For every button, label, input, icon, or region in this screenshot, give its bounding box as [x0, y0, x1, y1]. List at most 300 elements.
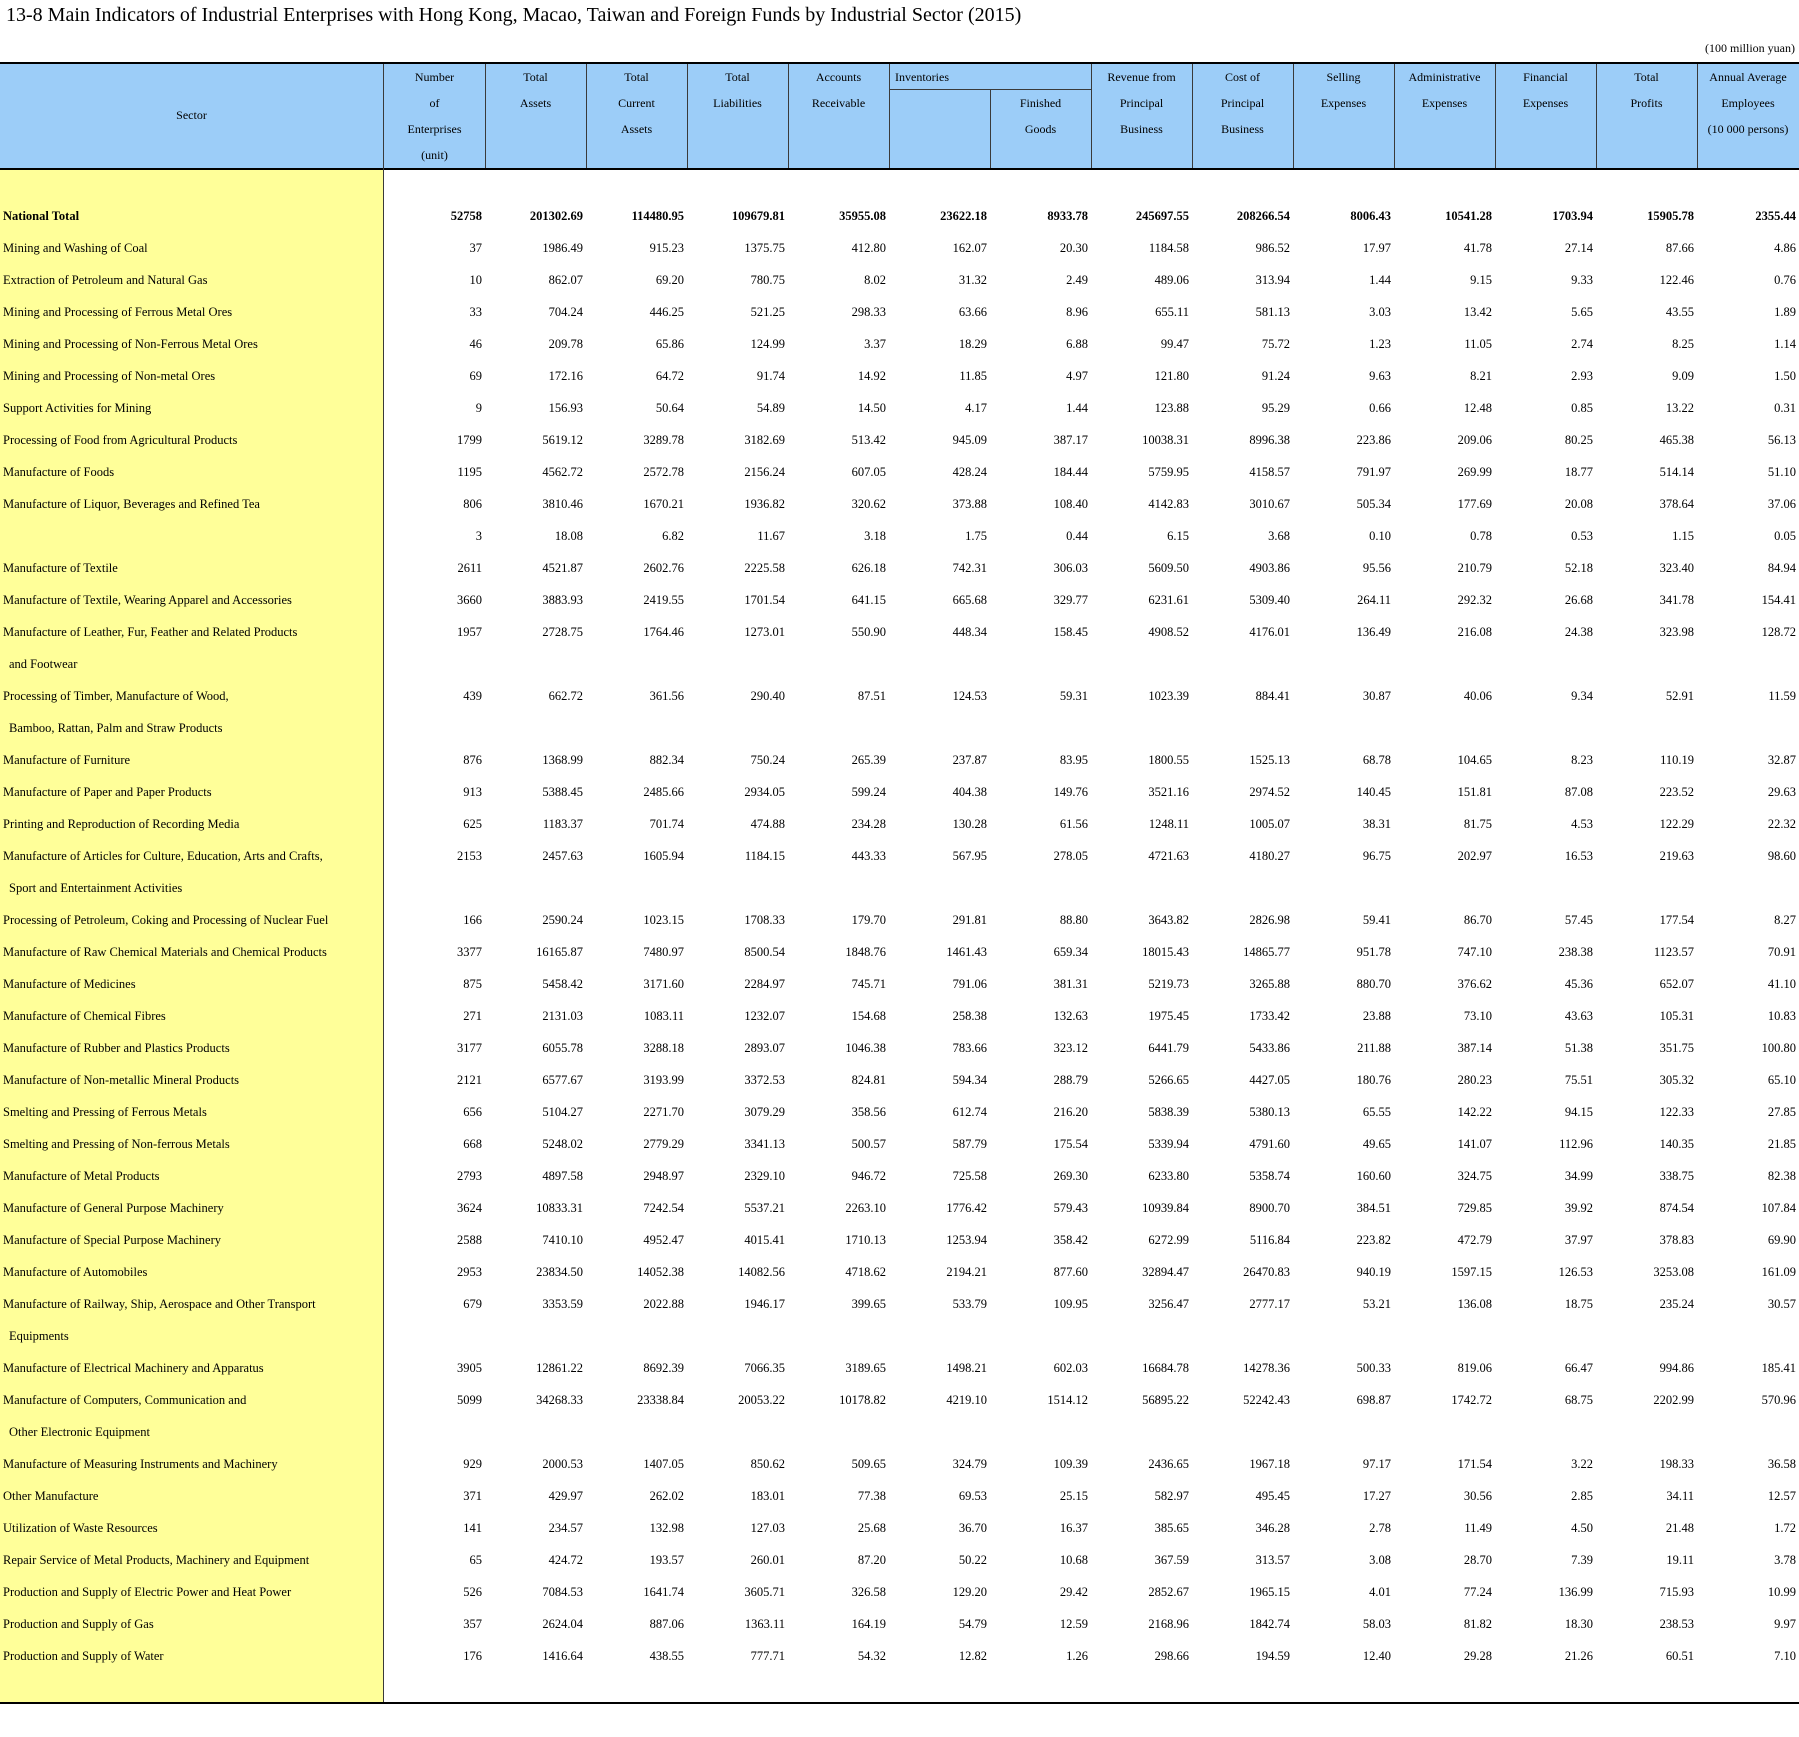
cell-value: 2.49: [1066, 273, 1088, 287]
cell-value: 986.52: [1255, 241, 1290, 255]
cell-value: 41.10: [1767, 977, 1796, 991]
cell-value: 162.07: [952, 241, 987, 255]
cell-value: 5104.27: [542, 1105, 583, 1119]
cell-value: 109.39: [1053, 1457, 1088, 1471]
cell-value: 387.14: [1457, 1041, 1492, 1055]
cell-value: 28.70: [1463, 1553, 1492, 1567]
cell-value: 223.86: [1356, 433, 1391, 447]
table-row: [0, 296, 1799, 328]
cell-value: 940.19: [1356, 1265, 1391, 1279]
header-total-assets: Total Assets: [519, 70, 552, 110]
cell-value: 18.30: [1564, 1617, 1593, 1631]
cell-value: 11.49: [1464, 1521, 1492, 1535]
cell-value: 258.38: [952, 1009, 987, 1023]
cell-value: 109679.81: [731, 209, 785, 223]
cell-value: 30.57: [1767, 1297, 1796, 1311]
cell-value: 4903.86: [1249, 561, 1290, 575]
table-row: [0, 1224, 1799, 1256]
cell-value: 122.46: [1659, 273, 1694, 287]
cell-value: 183.01: [750, 1489, 785, 1503]
table-row: [0, 872, 1799, 904]
sector-label: Manufacture of Textile: [3, 561, 118, 575]
cell-value: 288.79: [1053, 1073, 1088, 1087]
cell-value: 23622.18: [940, 209, 987, 223]
cell-value: 9.34: [1571, 689, 1593, 703]
table-row: [0, 1320, 1799, 1352]
table-row: [0, 1640, 1799, 1672]
cell-value: 3010.67: [1249, 497, 1290, 511]
table-row: [0, 264, 1799, 296]
cell-value: 3353.59: [542, 1297, 583, 1311]
cell-value: 668: [463, 1137, 482, 1151]
cell-value: 5838.39: [1148, 1105, 1189, 1119]
cell-value: 850.62: [750, 1457, 785, 1471]
cell-value: 0.10: [1369, 529, 1391, 543]
cell-value: 6.88: [1066, 337, 1088, 351]
cell-value: 1498.21: [946, 1361, 987, 1375]
cell-value: 9.63: [1369, 369, 1391, 383]
cell-value: 9.09: [1672, 369, 1694, 383]
cell-value: 34268.33: [536, 1393, 583, 1407]
cell-value: 126.53: [1558, 1265, 1593, 1279]
cell-value: 69: [469, 369, 482, 383]
cell-value: 265.39: [851, 753, 886, 767]
cell-value: 656: [463, 1105, 482, 1119]
table-row: [0, 648, 1799, 680]
table-row: [0, 520, 1799, 552]
cell-value: 17.97: [1362, 241, 1391, 255]
cell-value: 5339.94: [1148, 1137, 1189, 1151]
cell-value: 438.55: [649, 1649, 684, 1663]
cell-value: 3521.16: [1148, 785, 1189, 799]
cell-value: 4.50: [1571, 1521, 1593, 1535]
sector-label: Processing of Petroleum, Coking and Processing of Nuclear Fuel: [3, 913, 329, 927]
sector-label: Processing of Food from Agricultural Products: [3, 433, 238, 447]
cell-value: 40.06: [1463, 689, 1492, 703]
cell-value: 3182.69: [744, 433, 785, 447]
cell-value: 1986.49: [542, 241, 583, 255]
cell-value: 3189.65: [845, 1361, 886, 1375]
cell-value: 791.06: [952, 977, 987, 991]
cell-value: 1184.58: [1148, 241, 1189, 255]
cell-value: 323.12: [1053, 1041, 1088, 1055]
cell-value: 149.76: [1053, 785, 1088, 799]
cell-value: 180.76: [1356, 1073, 1391, 1087]
cell-value: 876: [463, 753, 482, 767]
sector-label: Equipments: [9, 1329, 69, 1343]
cell-value: 10.68: [1059, 1553, 1088, 1567]
cell-value: 4562.72: [542, 465, 583, 479]
cell-value: 1848.76: [845, 945, 886, 959]
header-number-of-enterprises: Number of Enterprises (unit): [407, 70, 462, 162]
cell-value: 50.22: [958, 1553, 987, 1567]
cell-value: 193.57: [649, 1553, 684, 1567]
cell-value: 665.68: [952, 593, 987, 607]
cell-value: 1.72: [1774, 1521, 1796, 1535]
sector-label: Manufacture of Metal Products: [3, 1169, 160, 1183]
cell-value: 612.74: [952, 1105, 987, 1119]
cell-value: 1375.75: [744, 241, 785, 255]
sector-label: Mining and Processing of Non-metal Ores: [3, 369, 216, 383]
cell-value: 2263.10: [845, 1201, 886, 1215]
table-row: [0, 1416, 1799, 1448]
cell-value: 177.54: [1659, 913, 1694, 927]
cell-value: 68.75: [1564, 1393, 1593, 1407]
cell-value: 97.17: [1362, 1457, 1391, 1471]
sector-label: Repair Service of Metal Products, Machinery and Equipment: [3, 1553, 310, 1567]
cell-value: 52242.43: [1243, 1393, 1290, 1407]
cell-value: 75.72: [1261, 337, 1290, 351]
cell-value: 1083.11: [643, 1009, 684, 1023]
cell-value: 15905.78: [1647, 209, 1694, 223]
cell-value: 43.55: [1665, 305, 1694, 319]
cell-value: 156.93: [548, 401, 583, 415]
cell-value: 18.75: [1564, 1297, 1593, 1311]
cell-value: 45.36: [1564, 977, 1593, 991]
cell-value: 43.63: [1564, 1009, 1593, 1023]
cell-value: 23834.50: [536, 1265, 583, 1279]
cell-value: 4718.62: [845, 1265, 886, 1279]
header-column-divider: [1697, 64, 1698, 168]
cell-value: 56.13: [1767, 433, 1796, 447]
cell-value: 87.20: [857, 1553, 886, 1567]
cell-value: 2893.07: [744, 1041, 785, 1055]
cell-value: 3253.08: [1653, 1265, 1694, 1279]
cell-value: 6441.79: [1148, 1041, 1189, 1055]
cell-value: 2852.67: [1148, 1585, 1189, 1599]
cell-value: 946.72: [851, 1169, 886, 1183]
cell-value: 6231.61: [1148, 593, 1189, 607]
table-row: [0, 1192, 1799, 1224]
cell-value: 17.27: [1362, 1489, 1391, 1503]
table-row: [0, 680, 1799, 712]
cell-value: 5759.95: [1148, 465, 1189, 479]
cell-value: 824.81: [851, 1073, 886, 1087]
cell-value: 100.80: [1761, 1041, 1796, 1055]
cell-value: 56895.22: [1142, 1393, 1189, 1407]
sector-label: Manufacture of Medicines: [3, 977, 136, 991]
cell-value: 1710.13: [845, 1233, 886, 1247]
sector-label: Printing and Reproduction of Recording Media: [3, 817, 240, 831]
header-administrative-expenses: Administrative Expenses: [1408, 70, 1481, 110]
cell-value: 20.30: [1059, 241, 1088, 255]
header-column-divider: [1394, 64, 1395, 168]
cell-value: 14.50: [857, 401, 886, 415]
sector-label: Sport and Entertainment Activities: [9, 881, 183, 895]
cell-value: 2485.66: [643, 785, 684, 799]
cell-value: 448.34: [952, 625, 987, 639]
cell-value: 18.77: [1564, 465, 1593, 479]
cell-value: 54.32: [857, 1649, 886, 1663]
cell-value: 526: [463, 1585, 482, 1599]
cell-value: 0.66: [1369, 401, 1391, 415]
cell-value: 14278.36: [1243, 1361, 1290, 1375]
cell-value: 1184.15: [744, 849, 785, 863]
cell-value: 4908.52: [1148, 625, 1189, 639]
cell-value: 65.86: [655, 337, 684, 351]
cell-value: 945.09: [952, 433, 987, 447]
header-cost-principal-business: Cost of Principal Business: [1220, 70, 1265, 136]
cell-value: 223.82: [1356, 1233, 1391, 1247]
cell-value: 211.88: [1357, 1041, 1391, 1055]
cell-value: 412.80: [851, 241, 886, 255]
cell-value: 3.78: [1774, 1553, 1796, 1567]
sector-label: Smelting and Pressing of Non-ferrous Metals: [3, 1137, 230, 1151]
cell-value: 52.91: [1665, 689, 1694, 703]
cell-value: 2436.65: [1148, 1457, 1189, 1471]
table-row: [0, 1000, 1799, 1032]
cell-value: 4.01: [1369, 1585, 1391, 1599]
cell-value: 324.75: [1457, 1169, 1492, 1183]
cell-value: 2.78: [1369, 1521, 1391, 1535]
cell-value: 142.22: [1457, 1105, 1492, 1119]
cell-value: 84.94: [1767, 561, 1796, 575]
cell-value: 1842.74: [1249, 1617, 1290, 1631]
cell-value: 1514.12: [1047, 1393, 1088, 1407]
table-title: 13-8 Main Indicators of Industrial Enterprises with Hong Kong, Macao, Taiwan and Foreign Funds by Industrial Sector (2015): [6, 4, 1022, 26]
cell-value: 819.06: [1457, 1361, 1492, 1375]
cell-value: 10.99: [1767, 1585, 1796, 1599]
cell-value: 5309.40: [1249, 593, 1290, 607]
cell-value: 24.38: [1564, 625, 1593, 639]
cell-value: 130.28: [952, 817, 987, 831]
header-column-divider: [990, 90, 991, 168]
statistics-table: [0, 62, 1799, 1703]
cell-value: 161.09: [1761, 1265, 1796, 1279]
cell-value: 2022.88: [643, 1297, 684, 1311]
cell-value: 514.14: [1659, 465, 1694, 479]
cell-value: 862.07: [548, 273, 583, 287]
cell-value: 1046.38: [845, 1041, 886, 1055]
sector-label: Manufacture of Textile, Wearing Apparel and Accessories: [3, 593, 292, 607]
cell-value: 8500.54: [744, 945, 785, 959]
cell-value: 3.68: [1268, 529, 1290, 543]
cell-value: 5619.12: [542, 433, 583, 447]
cell-value: 625: [463, 817, 482, 831]
cell-value: 216.08: [1457, 625, 1492, 639]
cell-value: 1800.55: [1148, 753, 1189, 767]
cell-value: 107.84: [1761, 1201, 1796, 1215]
cell-value: 1.23: [1369, 337, 1391, 351]
cell-value: 98.60: [1767, 849, 1796, 863]
cell-value: 21.26: [1564, 1649, 1593, 1663]
cell-value: 14082.56: [738, 1265, 785, 1279]
cell-value: 57.45: [1564, 913, 1593, 927]
header-column-divider: [1495, 64, 1496, 168]
cell-value: 780.75: [750, 273, 785, 287]
cell-value: 655.11: [1155, 305, 1189, 319]
sector-label: Manufacture of Automobiles: [3, 1265, 148, 1279]
cell-value: 9.97: [1774, 1617, 1796, 1631]
cell-value: 428.24: [952, 465, 987, 479]
cell-value: 7410.10: [542, 1233, 583, 1247]
sector-label: Other Electronic Equipment: [9, 1425, 150, 1439]
table-row: [0, 1608, 1799, 1640]
sector-label: Manufacture of Non-metallic Mineral Products: [3, 1073, 240, 1087]
cell-value: 1363.11: [744, 1617, 785, 1631]
cell-value: 179.70: [851, 913, 886, 927]
cell-value: 52758: [450, 209, 482, 223]
cell-value: 550.90: [851, 625, 886, 639]
cell-value: 1776.42: [946, 1201, 987, 1215]
cell-value: 2974.52: [1249, 785, 1290, 799]
cell-value: 3.37: [864, 337, 886, 351]
cell-value: 82.38: [1767, 1169, 1796, 1183]
cell-value: 109.95: [1053, 1297, 1088, 1311]
cell-value: 194.59: [1255, 1649, 1290, 1663]
cell-value: 884.41: [1255, 689, 1290, 703]
cell-value: 5358.74: [1249, 1169, 1290, 1183]
cell-value: 2156.24: [744, 465, 785, 479]
header-column-divider: [788, 64, 789, 168]
cell-value: 2728.75: [542, 625, 583, 639]
cell-value: 10833.31: [536, 1201, 583, 1215]
table-row: [0, 808, 1799, 840]
cell-value: 83.95: [1059, 753, 1088, 767]
sector-label: and Footwear: [9, 657, 78, 671]
cell-value: 679: [463, 1297, 482, 1311]
cell-value: 2779.29: [643, 1137, 684, 1151]
cell-value: 875: [463, 977, 482, 991]
cell-value: 2793: [457, 1169, 482, 1183]
cell-value: 9.15: [1470, 273, 1492, 287]
cell-value: 46: [469, 337, 482, 351]
cell-value: 3372.53: [744, 1073, 785, 1087]
table-row: [0, 1032, 1799, 1064]
cell-value: 387.17: [1053, 433, 1088, 447]
cell-value: 3: [475, 529, 482, 543]
cell-value: 701.74: [649, 817, 684, 831]
cell-value: 495.45: [1255, 1489, 1290, 1503]
cell-value: 1273.01: [744, 625, 785, 639]
cell-value: 245697.55: [1135, 209, 1189, 223]
cell-value: 52.18: [1564, 561, 1593, 575]
table-row: [0, 1096, 1799, 1128]
cell-value: 2948.97: [643, 1169, 684, 1183]
table-row: [0, 1064, 1799, 1096]
cell-value: 154.41: [1761, 593, 1796, 607]
cell-value: 1525.13: [1249, 753, 1290, 767]
cell-value: 5266.65: [1148, 1073, 1189, 1087]
cell-value: 305.32: [1659, 1073, 1694, 1087]
cell-value: 91.24: [1261, 369, 1290, 383]
cell-value: 70.91: [1767, 945, 1796, 959]
cell-value: 4015.41: [744, 1233, 785, 1247]
cell-value: 1967.18: [1249, 1457, 1290, 1471]
cell-value: 323.98: [1659, 625, 1694, 639]
cell-value: 14052.38: [637, 1265, 684, 1279]
cell-value: 0.76: [1774, 273, 1796, 287]
cell-value: 2202.99: [1653, 1393, 1694, 1407]
cell-value: 6.15: [1167, 529, 1189, 543]
cell-value: 579.43: [1053, 1201, 1088, 1215]
cell-value: 594.34: [952, 1073, 987, 1087]
cell-value: 443.33: [851, 849, 886, 863]
cell-value: 404.38: [952, 785, 987, 799]
cell-value: 8.27: [1774, 913, 1796, 927]
cell-value: 210.79: [1457, 561, 1492, 575]
cell-value: 587.79: [952, 1137, 987, 1151]
cell-value: 114480.95: [631, 209, 684, 223]
cell-value: 264.11: [1357, 593, 1391, 607]
header-sector: Sector: [176, 108, 207, 122]
cell-value: 877.60: [1053, 1265, 1088, 1279]
cell-value: 171.54: [1457, 1457, 1492, 1471]
cell-value: 65.55: [1362, 1105, 1391, 1119]
cell-value: 1.89: [1774, 305, 1796, 319]
cell-value: 298.66: [1154, 1649, 1189, 1663]
header-total-profits: Total Profits: [1630, 70, 1663, 110]
cell-value: 424.72: [548, 1553, 583, 1567]
cell-value: 505.34: [1356, 497, 1391, 511]
cell-value: 1975.45: [1148, 1009, 1189, 1023]
cell-value: 2602.76: [643, 561, 684, 575]
cell-value: 160.60: [1356, 1169, 1391, 1183]
cell-value: 23338.84: [637, 1393, 684, 1407]
cell-value: 32894.47: [1142, 1265, 1189, 1279]
cell-value: 2588: [457, 1233, 482, 1247]
header-financial-expenses: Financial Expenses: [1522, 70, 1569, 110]
table-row: [0, 968, 1799, 1000]
cell-value: 59.31: [1059, 689, 1088, 703]
cell-value: 154.68: [851, 1009, 886, 1023]
cell-value: 385.65: [1154, 1521, 1189, 1535]
cell-value: 105.31: [1659, 1009, 1694, 1023]
cell-value: 1.75: [965, 529, 987, 543]
header-revenue-principal-business: Revenue from Principal Business: [1107, 70, 1176, 136]
cell-value: 4897.58: [542, 1169, 583, 1183]
cell-value: 8692.39: [643, 1361, 684, 1375]
cell-value: 96.75: [1362, 849, 1391, 863]
cell-value: 341.78: [1659, 593, 1694, 607]
cell-value: 1936.82: [744, 497, 785, 511]
sector-label: Extraction of Petroleum and Natural Gas: [3, 273, 208, 287]
cell-value: 1.50: [1774, 369, 1796, 383]
sector-label: Manufacture of Special Purpose Machinery: [3, 1233, 221, 1247]
cell-value: 1.44: [1066, 401, 1088, 415]
cell-value: 0.05: [1774, 529, 1796, 543]
cell-value: 50.64: [655, 401, 684, 415]
table-row: [0, 936, 1799, 968]
cell-value: 3.22: [1571, 1457, 1593, 1471]
cell-value: 3605.71: [744, 1585, 785, 1599]
cell-value: 1799: [457, 433, 482, 447]
cell-value: 68.78: [1362, 753, 1391, 767]
cell-value: 5248.02: [542, 1137, 583, 1151]
cell-value: 223.52: [1659, 785, 1694, 799]
cell-value: 88.80: [1059, 913, 1088, 927]
cell-value: 129.20: [952, 1585, 987, 1599]
cell-value: 2953: [457, 1265, 482, 1279]
cell-value: 127.03: [750, 1521, 785, 1535]
cell-value: 20.08: [1564, 497, 1593, 511]
cell-value: 208266.54: [1236, 209, 1290, 223]
cell-value: 346.28: [1255, 1521, 1290, 1535]
cell-value: 22.32: [1767, 817, 1796, 831]
cell-value: 136.99: [1558, 1585, 1593, 1599]
cell-value: 3377: [457, 945, 482, 959]
cell-value: 429.97: [548, 1489, 583, 1503]
cell-value: 474.88: [750, 817, 785, 831]
cell-value: 1368.99: [542, 753, 583, 767]
cell-value: 21.85: [1767, 1137, 1796, 1151]
cell-value: 6577.67: [542, 1073, 583, 1087]
cell-value: 11.67: [757, 529, 785, 543]
cell-value: 6055.78: [542, 1041, 583, 1055]
cell-value: 4158.57: [1249, 465, 1290, 479]
table-row-national-total: [0, 200, 1799, 232]
cell-value: 9: [475, 401, 482, 415]
